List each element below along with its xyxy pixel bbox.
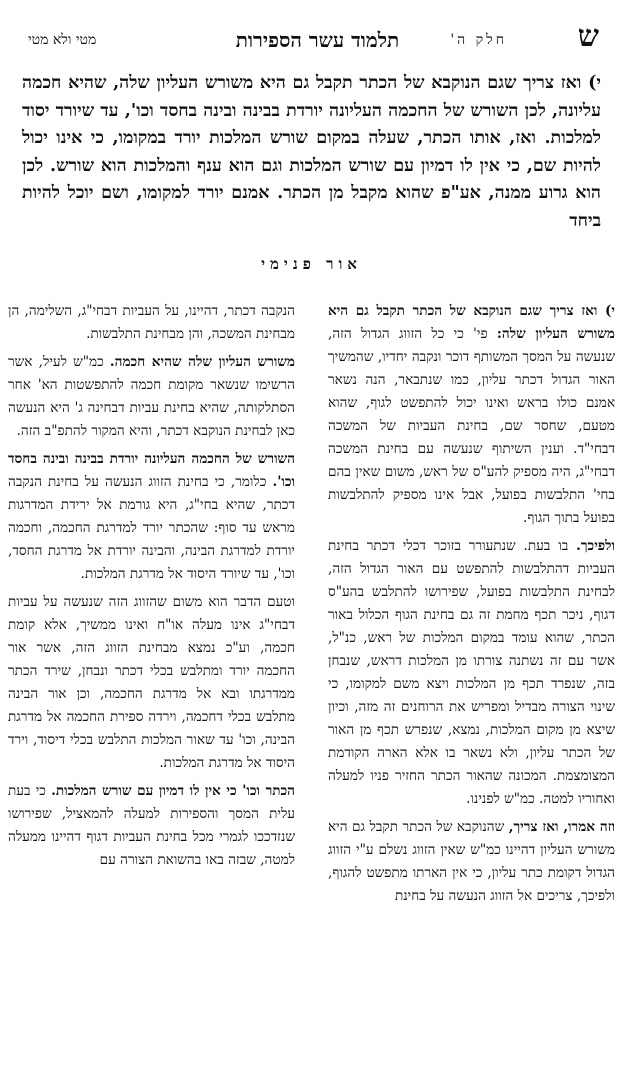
paragraph-lead: וזה אמרו, ואז צריך,	[508, 819, 616, 835]
paragraph-lead: משורש העליון שלה שהיא חכמה.	[109, 354, 295, 370]
commentary-paragraph	[8, 300, 295, 346]
commentary-left-column	[8, 300, 295, 877]
paragraph-text: וטעם הדבר הוא משום שהזווג הזה שנעשה על עביות דבחי"ג אינו מעלה או"ח ואינו ממשיך, אלא קומת חכמה, וע"כ נמצא מבחינת הזווג הזה, אשר אור החכמה יורד ומתלבש בכלי דכתר ונבחן, שירד הכתר ממדרגתו ובא אל מדרגת החכמה, וכן אור הבינה מתלבש בכלי דחכמה, וירדה ספירת החכמה אל מדרגת הבינה, וכו' עד שאור המלכות התלבש בכלי דיסוד, וירד היסוד אל מדרגת המלכות.	[8, 594, 295, 771]
section-label: מטי ולא מטי	[28, 32, 97, 48]
paragraph-text: בו בעת. שנתעורר בזוכר דכלי דכתר בחינת העביות דהתלבשות להתפשט עם האור הגדול הזה, לבחינת התלבשות בפועל, שפירושו להתלבש בהע"ס דגוף, ניכר תכף מחמת זה גם בחינת הגוף הכלול באור הכתר, שהוא עומד במקום המלכות של ראש, כנ"ל, אשר עם זה נשתנה צורתו מן המלכות דראש, שנבחן בזה, שנפרד תכף מן המלכות ויצא משם למקומו, כי שינוי הצורה מבדיל ומפריש את הרוחנים זה מזה, וכיון שיצא מן מקום המלכות, נמצא, שנפרש תכף מן האור של הכתר עליון, ולא נשאר בו אלא הארה הקודמת המצומצמת. המכונה שהאור הכתר החזיר פניו למעלה ואחוריו למטה. כמ"ש לפנינו.	[328, 538, 615, 807]
paragraph-text: כמ"ש לעיל, אשר הרשימו שנשאר מקומת חכמה להתפשטות הא' אחר הסתלקותה, שהיא בחינת עביות דבחינה ג' היא הנעשה כאן לבחינת הנוקבא דכתר, והיא המקור להתפ"ב הזה.	[8, 354, 295, 439]
paragraph-lead: ולפיכך.	[576, 538, 615, 554]
paragraph-text: כלומר, כי בחינת הזווג הנעשה על בחינת הנקבה דכתר, שהיא בחי"ג, היא גורמת אל ירידת המדרגות מראש עד סוף: שהכתר יורד למדרגת החכמה, וחכמה יורדת למדרגת הבינה, והבינה יורדת אל מדרגת החסד, וכו', עד שיורד היסוד אל מדרגת המלכות.	[8, 474, 295, 582]
paragraph-lead: י) ואז צריך שגם הנוקבא של הכתר תקבל גם היא משורש העליון שלה:	[328, 303, 615, 342]
paragraph-lead: הכתר וכו' כי אין לו דמיון עם שורש המלכות.	[51, 783, 295, 799]
main-text	[22, 70, 601, 236]
commentary-paragraph	[8, 351, 295, 443]
paragraph-text: שהנוקבא של הכתר תקבל גם היא משורש העליון דהיינו כמ"ש שאין הזווג נשלם ע"י הזווג הגדול דקומת כתר עליון, כי אין הארתו מתפשט להגוף, ולפיכך, צריכים אל הזווג הנעשה על בחינת	[328, 819, 615, 904]
page-header	[28, 18, 607, 58]
commentary-paragraph	[328, 816, 615, 908]
part-label: חלק ה'	[450, 32, 507, 48]
commentary-paragraph	[328, 300, 615, 530]
commentary-paragraph	[8, 780, 295, 872]
commentary-right-column	[328, 300, 615, 913]
paragraph-text: הנקבה דכתר, דהיינו, על העביות דבחי"ג, השלימה, הן מבחינת המשכה, והן מבחינת התלבשות.	[8, 303, 295, 342]
main-paragraph: י) ואז צריך שגם הנוקבא של הכתר תקבל גם היא משורש העליון שלה, שהיא חכמה עליונה, לכן השורש של החכמה העליונה יורדת בבינה ובינה בחסד וכו', עד שיורד יסוד למלכות. ואז, אותו הכתר, שעלה במקום שורש המלכות יורד במקומו, כי אינו יכול להיות שם, כי אין לו דמיון עם שורש המלכות וגם הוא ענף והמלכות הוא שורש. לכן הוא גרוע ממנה, אע"פ שהוא מקבל מן הכתר. אמנם יורד למקומו, ושם יוכל להיות ביחד	[22, 73, 601, 231]
commentary-heading: אור פנימי	[261, 255, 362, 273]
commentary-columns	[8, 300, 615, 1061]
commentary-paragraph	[328, 535, 615, 811]
commentary-paragraph	[8, 448, 295, 586]
paragraph-lead: השורש של החכמה העליונה יורדת בבינה ובינה בחסד וכו'.	[8, 451, 295, 490]
page-letter: ש	[577, 19, 599, 54]
book-title: תלמוד עשר הספירות	[235, 28, 400, 52]
paragraph-text: פי' כי כל הזווג הגדול הזה, שנעשה על המסך המשותף דוכר ונקבה יחדיו, שהמשיך האור הגדול דכתר עליון, כמו שנתבאר, הנה נשאר אמנם כולו בראש ואינו יכול להתפשט לגוף, שהוא מטעם, שחסר שם, בחינת העביות של המשכה דבחי"ד. וענין השיתוף שנעשה עם בחינת המשכה דבחי"ג, היה מספיק להע"ס של ראש, משום שאין בהם בחי' התלבשות בפועל, אבל אינו מספיק להתלבשות בפועל בתוך הגוף.	[328, 326, 615, 526]
paragraph-text: כי בעת עלית המסך והספירות למעלה להמאציל, שפירושו שנזדככו לגמרי מכל בחינת העביות דגוף דהיינו ממעלה למטה, שבזה באו בהשואת הצורה עם	[8, 783, 295, 868]
commentary-paragraph	[8, 591, 295, 775]
